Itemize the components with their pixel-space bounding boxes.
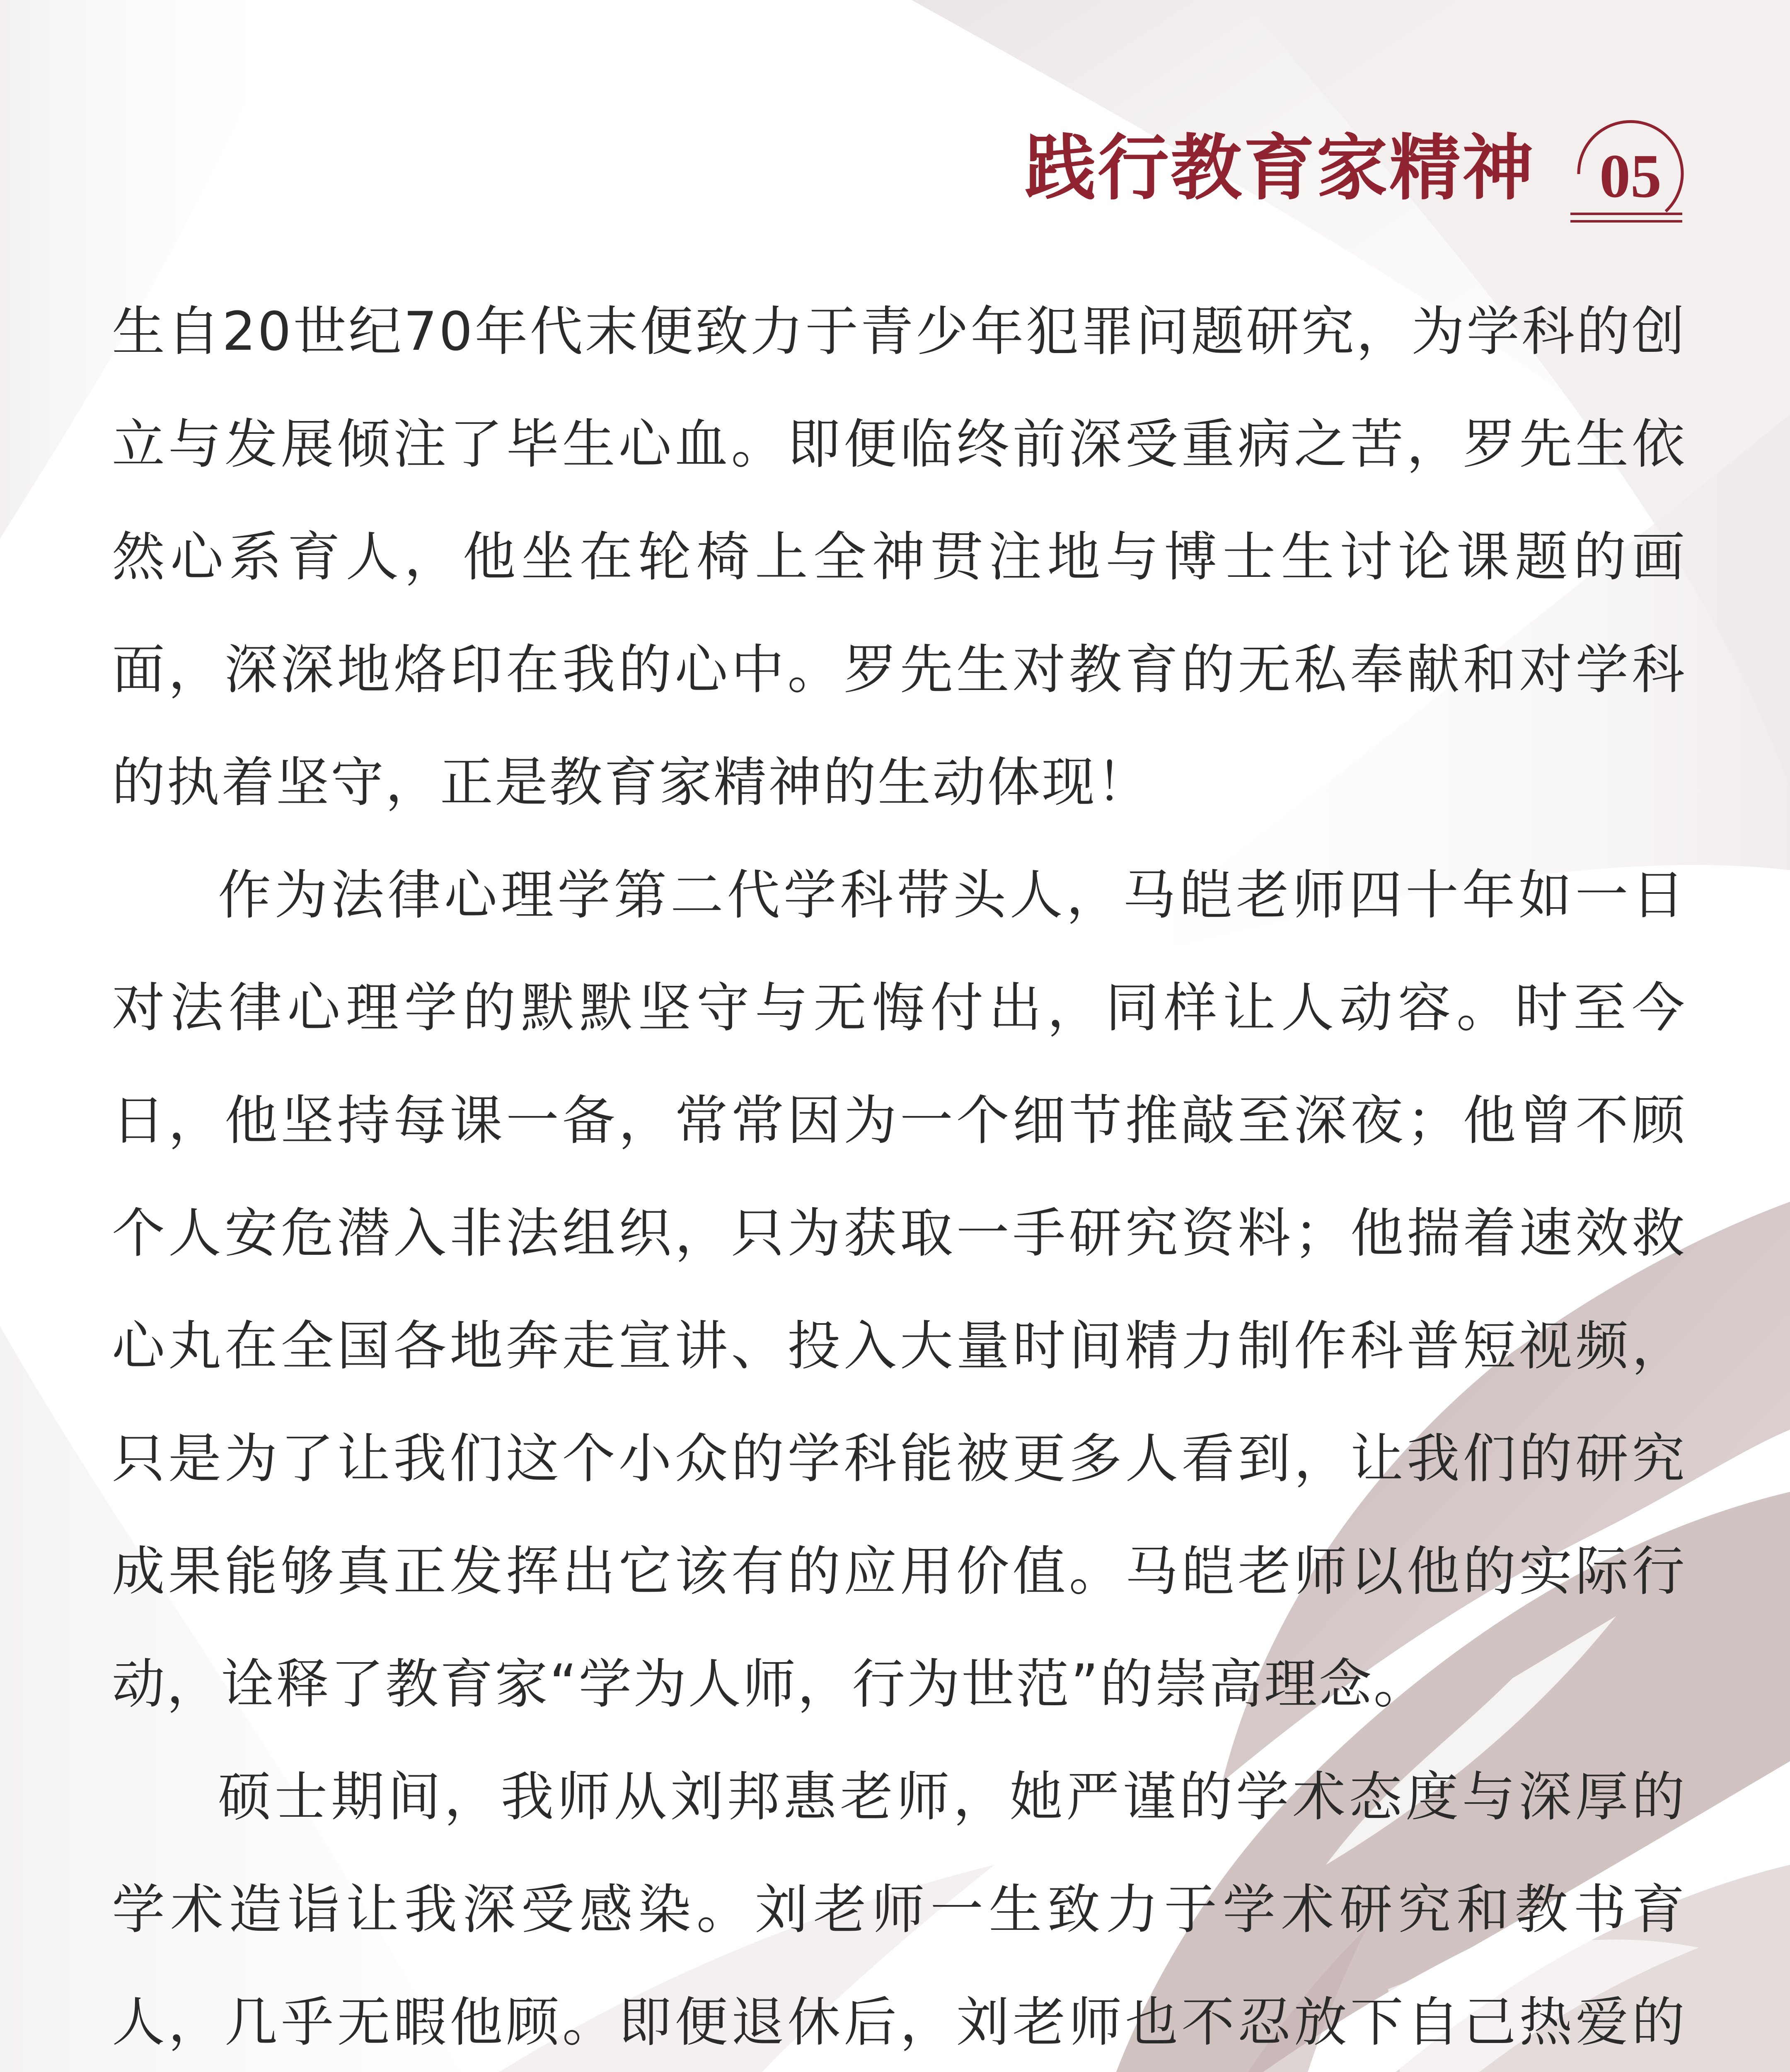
section-title: 践行教育家精神 <box>1025 126 1535 210</box>
article-body <box>112 276 1686 2072</box>
page-number-badge <box>1562 108 1724 244</box>
page-number: 05 <box>1599 142 1662 211</box>
paragraph: 硕士期间，我师从刘邦惠老师，她严谨的学术态度与深厚的学术造诣让我深受感染。刘老师一生致力于学术研究和教书育人，几乎无暇他顾。即便退休后，刘老师也不忍放下自己热爱的 <box>112 1766 1686 2053</box>
paragraph: 作为法律心理学第二代学科带头人，马皑老师四十年如一日对法律心理学的默默坚守与无悔付出，同样让人动容。时至今日，他坚持每课一备，常常因为一个细节推敲至深夜；他曾不顾个人安危潜入非法组织，只为获取一手研究资料；他揣着速效救心丸在全国各地奔走宣讲、投入大量时间精力制作科普短视频，只是为了让我们这个小众的学科能被更多人看到，让我们的研究成果能够真正发挥出它该有的应用价值。马皑老师以他的实际行动，诠释了教育家“学为人师，行为世范”的崇高理念。 <box>112 864 1686 1715</box>
paragraph: 生自20世纪70年代末便致力于青少年犯罪问题研究，为学科的创立与发展倾注了毕生心血。即便临终前深受重病之苦，罗先生依然心系育人，他坐在轮椅上全神贯注地与博士生讨论课题的画面，深深地烙印在我的心中。罗先生对教育的无私奉献和对学科的执着坚守，正是教育家精神的生动体现！ <box>112 301 1686 813</box>
page-header <box>0 0 1790 265</box>
